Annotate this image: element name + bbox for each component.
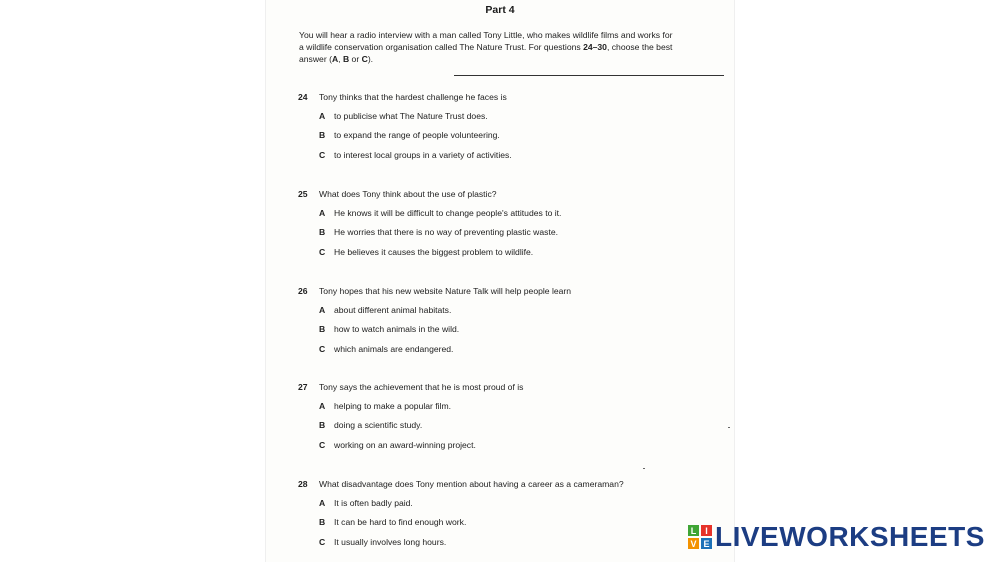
option-a[interactable]: A to publicise what The Nature Trust does. [319,111,488,121]
option-c[interactable]: C It usually involves long hours. [319,537,447,547]
option-c[interactable]: C working on an award-winning project. [319,440,476,450]
question-text: Tony hopes that his new website Nature Talk will help people learn [319,286,572,296]
option-a[interactable]: A It is often badly paid. [319,498,413,508]
question-number: 25 [298,189,308,199]
logo-text: LIVEWORKSHEETS [715,521,985,552]
question-number: 24 [298,92,308,102]
option-c[interactable]: C to interest local groups in a variety of activities. [319,150,512,160]
option-a[interactable]: A about different animal habitats. [319,305,452,315]
liveworksheets-logo [688,522,985,552]
question-24 [298,91,728,160]
question-number: 27 [298,382,308,392]
part-title: Part 4 [485,4,515,16]
option-b[interactable]: B It can be hard to find enough work. [319,517,467,527]
option-b[interactable]: B He worries that there is no way of preventing plastic waste. [319,227,559,237]
question-number: 28 [298,479,308,489]
logo-tile: V [688,538,699,549]
question-text: Tony thinks that the hardest challenge he faces is [319,92,507,102]
option-a[interactable]: A helping to make a popular film. [319,401,452,411]
logo-tile: L [688,525,699,536]
option-b[interactable]: B to expand the range of people volunteering. [319,130,500,140]
question-28 [298,478,728,547]
question-range: 24–30 [583,42,607,52]
question-text: What does Tony think about the use of plastic? [319,189,497,199]
question-25 [298,188,728,257]
option-c[interactable]: C which animals are endangered. [319,344,454,354]
option-a[interactable]: A He knows it will be difficult to change people's attitudes to it. [319,208,562,218]
divider [454,75,724,76]
scan-speck [728,427,730,428]
question-27 [298,381,728,450]
instructions [299,29,727,65]
question-text: Tony says the achievement that he is most proud of is [319,382,524,392]
question-26 [298,285,728,354]
question-text: What disadvantage does Tony mention about having a career as a cameraman? [319,479,624,489]
logo-tile: I [701,525,712,536]
logo-tiles [688,525,712,549]
logo-tile: E [701,538,712,549]
instructions-line-1: You will hear a radio interview with a man called Tony Little, who makes wildlife films and works for [299,30,673,40]
scan-speck [643,468,645,469]
option-b[interactable]: B how to watch animals in the wild. [319,324,460,334]
worksheet-page [266,0,734,562]
option-c[interactable]: C He believes it causes the biggest problem to wildlife. [319,247,534,257]
option-b[interactable]: B doing a scientific study. [319,420,423,430]
instructions-line-3: answer (A, B or C). [299,54,374,64]
instructions-line-2: a wildlife conservation organisation called The Nature Trust. For questions 24–30, choose the best [299,42,673,52]
question-number: 26 [298,286,308,296]
